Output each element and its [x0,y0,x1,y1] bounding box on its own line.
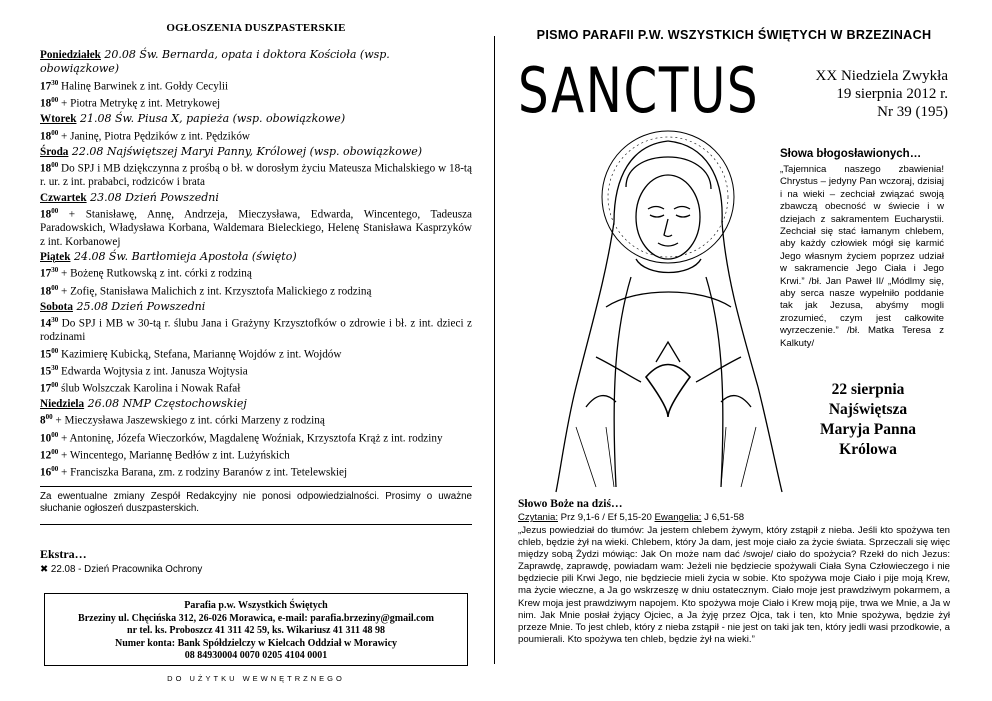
mass-entry [40,159,472,190]
day-title: 20.08 Św. Bernarda, opata i doktora Kościoła (wsp. obowiązkowe) [40,48,390,76]
mass-minutes: 00 [51,447,59,456]
mass-intention: + Mieczysława Jaszewskiego z int. córki Marzeny z rodziną [52,415,325,428]
mass-entry [40,446,472,463]
day-title: 25.08 Dzień Powszedni [72,299,206,313]
readings-line [518,512,744,523]
day-header [40,112,472,126]
blessed-words-text: „Tajemnica naszego zbawienia! Chrystus – jedyny Pan wczoraj, dzisiaj i na wieki – zechciał związać swoją zbawczą obecność w świecie i w dziejach z sakramentem Eucharystii. Zechciał się stać łamanym chlebem, aby każdy człowiek mógł się karmić Jego własnym życiem poprzez udział w sakramencie Jego Ciała i Jego Krwi.” /bł. Jan Paweł II/ „Módlmy się, aby serca nasze wypełniło poddanie tak jak Jezusa, abyśmy mogli zrozumieć, czym jest całkowite wyrzeczenie.” /bł. Matka Teresa z Kalkuty/ [780,164,944,349]
editorial-note: Za ewentualne zmiany Zespół Redakcyjny nie ponosi odpowiedzialności. Prosimy o uważne słuchanie ogłoszeń duszpasterskich. [40,490,472,515]
mass-intention: + Piotra Metrykę z int. Metrykowej [58,97,221,110]
mass-entry [40,77,472,94]
mass-entry [40,463,472,480]
mass-minutes: 00 [51,95,59,104]
mass-minutes: 30 [51,316,59,325]
mass-minutes: 00 [51,207,59,215]
mass-minutes: 30 [51,78,59,87]
internal-use-note: DO UŻYTKU WEWNĘTRZNEGO [167,673,345,683]
day-name: Wtorek [40,113,77,126]
mass-entry [40,345,472,362]
issue-date: 19 sierpnia 2012 r. [836,86,948,102]
mass-minutes: 00 [51,161,59,170]
ekstra-item: ✖ 22.08 - Dzień Pracownika Ochrony [40,563,203,575]
mass-hour: 17 [40,382,52,395]
mass-hour: 8 [40,415,46,428]
parish-info-box [44,593,468,666]
divider-line [40,486,472,487]
day-header [40,250,472,264]
masthead-title: SANCTUS [518,54,760,127]
day-title: 24.08 Św. Bartłomieja Apostoła (święto) [70,249,297,263]
announcements-column [40,22,472,683]
mass-intention: ślub Wolszczak Karolina i Nowak Rafał [58,382,241,395]
mass-hour: 15 [40,348,52,361]
front-page-column [514,22,954,682]
mass-hour: 18 [40,130,52,143]
mass-minutes: 00 [51,464,59,473]
mass-entry [40,429,472,446]
mass-hour: 17 [40,268,52,281]
mass-minutes: 00 [51,283,59,292]
mass-hour: 16 [40,466,52,479]
feast-name-1: Najświętsza [828,401,908,418]
day-title: 22.08 Najświętszej Maryi Panny, Królowej (wsp. obowiązkowe) [68,144,423,158]
mass-hour: 17 [40,80,52,93]
day-name: Sobota [40,300,73,313]
parish-name: Parafia p.w. Wszystkich Świętych [184,599,328,611]
blessed-words-title: Słowa błogosławionych… [780,148,922,160]
day-block [40,145,472,190]
sacred-heart [646,365,690,418]
day-block [40,48,472,111]
mass-entry [40,127,472,144]
feast-name-3: Królowa [839,441,897,458]
mass-entry [40,264,472,281]
parish-phones: nr tel. ks. Proboszcz 41 311 42 59, ks. Wikariusz 41 311 48 98 [127,625,385,637]
newsletter-header: PISMO PARAFII P.W. WSZYSTKICH ŚWIĘTYCH W BRZEZINACH [536,28,932,42]
day-block [40,191,472,249]
mary-illustration [536,127,794,495]
mass-intention: Do SPJ i MB w 30-tą r. ślubu Jana i Grażyny Krzysztofków o zdrowie i bł. z int. dzieci z rodzinami [40,317,472,344]
day-block [40,397,472,480]
day-name: Piątek [40,250,71,263]
mass-minutes: 00 [45,413,53,422]
day-header [40,145,472,159]
account-number: 08 84930004 0070 0205 4104 0001 [184,650,328,662]
mass-minutes: 30 [51,363,59,372]
day-name: Poniedziałek [40,49,101,61]
mass-intention: Edwarda Wojtysia z int. Janusza Wojtysia [58,365,248,378]
mass-minutes: 00 [51,380,59,389]
mass-hour: 18 [40,97,52,110]
mass-intention: Kazimierę Kubicką, Stefana, Mariannę Wojdów z int. Wojdów [58,348,342,361]
gospel-ref: J 6,51-58 [701,512,745,523]
day-block [40,112,472,144]
mass-entry [40,282,472,299]
readings-refs: Prz 9,1-6 / Ef 5,15-20 [558,512,655,523]
mass-intention: + Franciszka Barana, zm. z rodziny Baranów z int. Tetelewskiej [58,466,348,479]
mass-minutes: 00 [51,128,59,137]
day-block [40,250,472,299]
mass-entry [40,314,472,345]
mass-intention: + Zofię, Stanisława Malichich z int. Krzysztofa Malickiego z rodziną [58,285,372,298]
mass-schedule [40,48,472,480]
gospel-title: Słowo Boże na dziś… [518,498,623,510]
gospel-text: „Jezus powiedział do tłumów: Ja jestem chlebem żywym, który zstąpił z nieba. Jeśli kto spożywa ten chleb, będzie żył na wieki. Chlebem, który Ja dam, jest moje ciało za życie świata. Sprzeczali się więc między sobą Żydzi mówiąc: Jak On może nam dać /swoje/ ciało do spożycia? Rzekł do nich Jezus: Zaprawdę, zaprawdę, powiadam wam: Jeżeli nie będziecie spożywali Ciała Syna Człowieczego i nie będziecie pili Krwi Jego, nie będziecie mieli życia w sobie. Kto spożywa moje Ciało i pije moją Krew, ma życie wieczne, a Ja go wskrzeszę w dniu ostatecznym. Ciało moje jest prawdziwym pokarmem, a Krew moja jest prawdziwym napojem. Kto spożywa moje Ciało i Krew moją pije, trwa we Mnie, a Ja w nim. Jak Mnie posłał żyjący Ojciec, a Ja żyję przez Ojca, tak i ten, kto Mnie spożywa, będzie żył przeze Mnie. To jest chleb, który z nieba zstąpił - nie jest on taki jak ten, który jedli wasi przodkowie, a poumierali. Kto spożywa ten chleb, będzie żył na wieki.” [518,525,950,645]
mass-intention: Halinę Barwinek z int. Gołdy Cecylii [58,80,229,93]
day-header [40,48,472,77]
mass-intention: Do SPJ i MB dziękczynna z prośbą o bł. w dorosłym życiu Mateusza Michalskiego w 18-tą r. ur. z int. prababci, rodziców i brata [40,162,472,189]
ekstra-title: Ekstra… [40,546,87,561]
day-name: Niedziela [40,398,85,411]
day-title: 21.08 Św. Piusa X, papieża (wsp. obowiązkowe) [76,112,346,126]
parish-address: Brzeziny ul. Chęcińska 312, 26-026 Morawica, e-mail: parafia.brzeziny@gmail.com [78,612,434,624]
halo [602,131,734,263]
mass-hour: 18 [40,162,52,175]
mass-hour: 15 [40,365,52,378]
mass-hour: 18 [40,208,52,221]
mass-intention: + Antoninę, Józefa Wieczorków, Magdalenę Woźniak, Krzysztofa Krąż z int. rodziny [58,432,443,445]
issue-sunday: XX Niedziela Zwykła [815,68,948,84]
issue-number: Nr 39 (195) [877,104,948,120]
mass-entry [40,379,472,396]
mass-intention: + Bożenę Rutkowską z int. córki z rodziną [58,268,252,281]
issue-info [816,67,948,121]
mass-entry [40,411,472,428]
day-name: Środa [40,145,69,158]
mass-entry [40,362,472,379]
announcements-heading: OGŁOSZENIA DUSZPASTERSKIE [166,22,346,34]
halo-inner [608,137,728,257]
mass-intention: + Wincentego, Mariannę Bedłów z int. Lużyńskich [58,449,290,462]
day-title: 23.08 Dzień Powszedni [86,190,219,204]
gospel-label: Ewangelia: [654,512,702,523]
day-header [40,300,472,314]
feast-title [796,380,940,460]
bank-name: Numer konta: Bank Spółdzielczy w Kielcach Oddział w Morawicy [114,637,398,649]
mass-hour: 12 [40,449,52,462]
feast-name-2: Maryja Panna [819,421,916,438]
day-name: Czwartek [40,191,87,204]
day-header [40,397,472,411]
feast-date: 22 sierpnia [831,381,905,398]
day-title: 26.08 NMP Częstochowskiej [84,397,247,411]
mass-entry [40,94,472,111]
mass-minutes: 30 [51,266,59,275]
mass-hour: 10 [40,432,52,445]
mass-hour: 18 [40,285,52,298]
day-header [40,191,472,205]
day-block [40,300,472,396]
mass-intention: + Janinę, Piotra Pędzików z int. Pędzików [58,130,250,143]
mass-hour: 14 [40,317,52,330]
column-divider [494,36,495,664]
mass-entry [40,205,472,249]
mass-minutes: 00 [51,346,59,355]
mass-intention: + Stanisławę, Annę, Andrzeja, Mieczysława, Edwarda, Wincentego, Tadeusza Paradowskich, Władysława Korbana, Waldemara Bieleckiego, Helenę Stanisława Kasprzyków z int. Korbanowej [40,208,472,248]
readings-label: Czytania: [518,512,558,523]
divider-line [40,524,472,525]
mass-minutes: 00 [51,430,59,439]
